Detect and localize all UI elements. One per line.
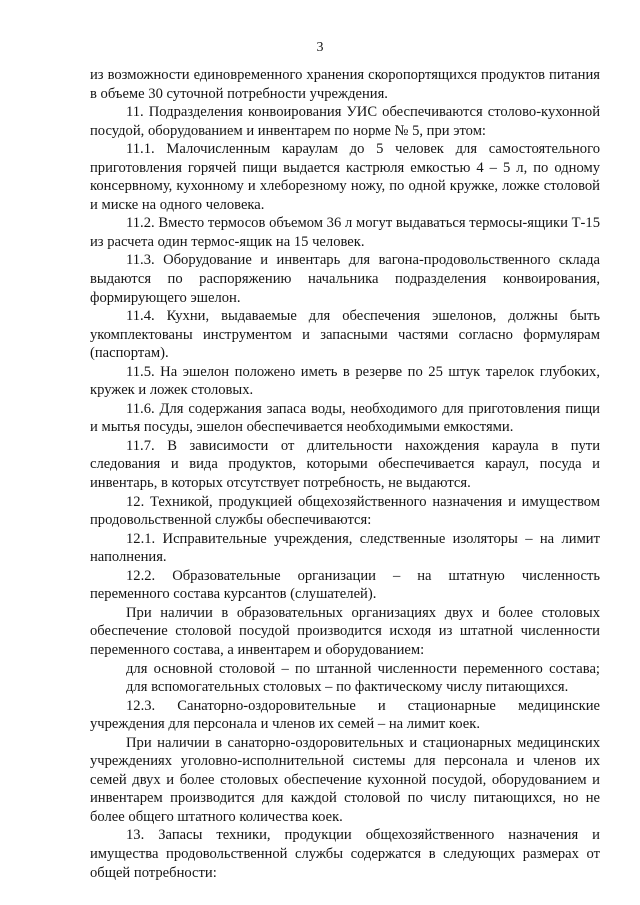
paragraph-12-1: 12.1. Исправительные учреждения, следственные изоляторы – на лимит наполнения. [90, 530, 600, 566]
page-number: 3 [316, 40, 324, 55]
paragraph-auxiliary-canteens: для вспомогательных столовых – по фактическому числу питающихся. [126, 679, 569, 696]
paragraph-11-7: 11.7. В зависимости от длительности нахождения караула в пути следования и вида продуктов, которыми обеспечивается караул, посуда и инвентарь, в которых отсутствует потребность, не выдаются. [90, 437, 600, 492]
paragraph-sanatorium-canteens: При наличии в санаторно-оздоровительных и стационарных медицинских учреждениях уголовно-исполнительной системы для персонала и членов их семей двух и более столовых обеспечение кухонной посудой, оборудованием и инвентарем производится для каждой столовой по числу питающихся, но не более общего штатного количества коек. [90, 734, 600, 825]
document-body [90, 66, 600, 882]
paragraph-main-canteen: для основной столовой – по штанной численности переменного состава; [126, 660, 600, 677]
paragraph-continuation: из возможности единовременного хранения скоропортящихся продуктов питания в объеме 30 суточной потребности учреждения. [90, 67, 600, 102]
paragraph-12-2: 12.2. Образовательные организации – на штатную численность переменного состава курсантов (слушателей). [90, 567, 600, 603]
paragraph-12: 12. Техникой, продукцией общехозяйственного назначения и имуществом продовольственной службы обеспечиваются: [90, 493, 600, 529]
paragraph-11-2: 11.2. Вместо термосов объемом 36 л могут выдаваться термосы-ящики Т-15 из расчета один термос-ящик на 15 человек. [90, 215, 600, 250]
paragraph-11-1: 11.1. Малочисленным караулам до 5 человек для самостоятельного приготовления горячей пищи выдается кастрюля емкостью 4 – 5 л, по одному консервному, кухонному и хлеборезному ножу, по одной кружке, ложке столовой и миске на одного человека. [90, 141, 600, 213]
paragraph-11-3: 11.3. Оборудование и инвентарь для вагона-продовольственного склада выдаются по распоряжению начальника подразделения конвоирования, формирующего эшелон. [90, 252, 600, 306]
paragraph-11-4: 11.4. Кухни, выдаваемые для обеспечения эшелонов, должны быть укомплектованы инструментом и запасными частями согласно формулярам (паспортам). [90, 308, 600, 362]
paragraph-11-6: 11.6. Для содержания запаса воды, необходимого для приготовления пищи и мытья посуды, эшелон обеспечивается необходимыми емкостями. [90, 400, 600, 436]
paragraph-multiple-canteens: При наличии в образовательных организациях двух и более столовых обеспечение столовой посудой производится исходя из штатной численности переменного состава, а инвентарем и оборудованием: [90, 604, 600, 658]
paragraph-11: 11. Подразделения конвоирования УИС обеспечиваются столово-кухонной посудой, оборудованием и инвентарем по норме № 5, при этом: [90, 104, 600, 139]
paragraph-11-5: 11.5. На эшелон положено иметь в резерве по 25 штук тарелок глубоких, кружек и ложек столовых. [90, 363, 600, 399]
paragraph-12-3: 12.3. Санаторно-оздоровительные и стационарные медицинские учреждения для персонала и членов их семей – на лимит коек. [90, 697, 600, 733]
paragraph-13: 13. Запасы техники, продукции общехозяйственного назначения и имущества продовольственной службы содержатся в следующих размерах от общей потребности: [90, 827, 600, 881]
